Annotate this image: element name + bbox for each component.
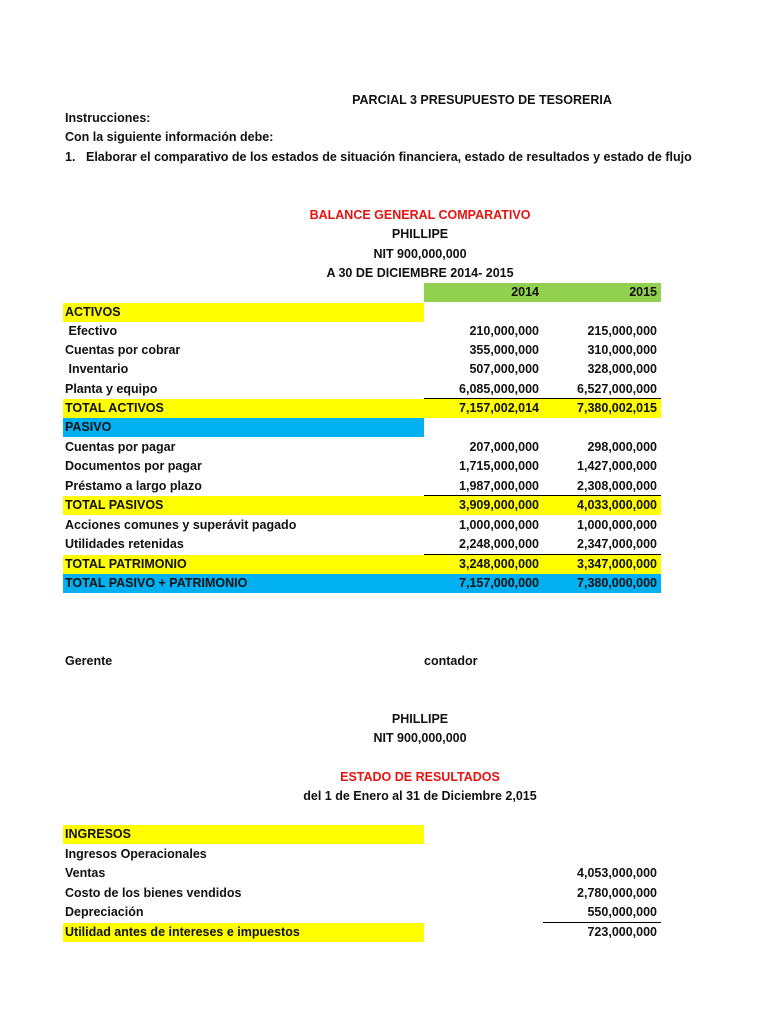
value-2015: 328,000,000 xyxy=(587,362,657,376)
ingresos-header xyxy=(63,825,661,844)
pasivo-label: PASIVO xyxy=(65,420,112,434)
row-value: 2,780,000,000 xyxy=(577,886,657,900)
value-2015: 215,000,000 xyxy=(587,324,657,338)
ingresos-operacionales-row xyxy=(63,845,661,864)
table-row xyxy=(63,360,661,379)
value-2014: 207,000,000 xyxy=(469,440,539,454)
table-row xyxy=(63,477,661,496)
table-row xyxy=(63,438,661,457)
value-2014: 1,987,000,000 xyxy=(459,479,539,493)
balance-company: PHILLIPE xyxy=(391,227,449,241)
row-label: Cuentas por cobrar xyxy=(65,343,181,357)
table-row xyxy=(63,535,661,554)
table-row xyxy=(63,457,661,476)
table-row xyxy=(63,380,661,399)
value-2014: 7,157,002,014 xyxy=(459,401,539,415)
value-2014: 7,157,000,000 xyxy=(459,576,539,590)
value-2014: 355,000,000 xyxy=(469,343,539,357)
instruction-1-number: 1. xyxy=(65,150,76,164)
value-2014: 1,000,000,000 xyxy=(459,518,539,532)
instruction-1-text: Elaborar el comparativo de los estados de situación financiera, estado de resultados y estado de flujo xyxy=(86,150,692,164)
row-label: TOTAL PATRIMONIO xyxy=(65,557,187,571)
activos-header xyxy=(63,303,661,322)
table-row xyxy=(63,884,661,903)
resultados-company: PHILLIPE xyxy=(391,712,449,726)
value-2014: 3,248,000,000 xyxy=(459,557,539,571)
uaii-row xyxy=(63,923,661,942)
balance-title: BALANCE GENERAL COMPARATIVO xyxy=(309,208,531,222)
page-title: PARCIAL 3 PRESUPUESTO DE TESORERIA xyxy=(352,93,612,107)
row-label: TOTAL ACTIVOS xyxy=(65,401,164,415)
row-value: 4,053,000,000 xyxy=(577,866,657,880)
signature-contador: contador xyxy=(424,654,478,668)
row-label: TOTAL PASIVO + PATRIMONIO xyxy=(65,576,248,590)
row-label: Inventario xyxy=(65,362,129,376)
balance-nit: NIT 900,000,000 xyxy=(373,247,467,261)
year-2015: 2015 xyxy=(629,285,657,299)
value-2015: 2,308,000,000 xyxy=(577,479,657,493)
table-row xyxy=(63,322,661,341)
table-row xyxy=(63,903,661,922)
row-value: 550,000,000 xyxy=(587,905,657,919)
total-pasivo-patrimonio-row xyxy=(63,574,661,593)
value-2015: 1,000,000,000 xyxy=(577,518,657,532)
value-2014: 210,000,000 xyxy=(469,324,539,338)
total-pasivos-row xyxy=(63,496,661,515)
signature-gerente: Gerente xyxy=(65,654,113,668)
row-label: Utilidades retenidas xyxy=(65,537,184,551)
ingresos-label: INGRESOS xyxy=(65,827,131,841)
value-2015: 1,427,000,000 xyxy=(577,459,657,473)
value-2014: 3,909,000,000 xyxy=(459,498,539,512)
resultados-nit: NIT 900,000,000 xyxy=(373,731,467,745)
row-value: 723,000,000 xyxy=(587,925,657,939)
row-label: Documentos por pagar xyxy=(65,459,202,473)
year-header-row xyxy=(63,283,661,302)
row-label: TOTAL PASIVOS xyxy=(65,498,164,512)
value-2015: 7,380,002,015 xyxy=(577,401,657,415)
balance-date: A 30 DE DICIEMBRE 2014- 2015 xyxy=(326,266,514,280)
value-2015: 298,000,000 xyxy=(587,440,657,454)
value-2015: 2,347,000,000 xyxy=(577,537,657,551)
value-2015: 3,347,000,000 xyxy=(577,557,657,571)
row-label: Ingresos Operacionales xyxy=(65,847,207,861)
pasivo-header xyxy=(63,418,661,437)
value-2014: 2,248,000,000 xyxy=(459,537,539,551)
instructions-intro: Con la siguiente información debe: xyxy=(65,130,274,144)
row-label: Utilidad antes de intereses e impuestos xyxy=(65,925,300,939)
value-2015: 6,527,000,000 xyxy=(577,382,657,396)
row-label: Depreciación xyxy=(65,905,144,919)
row-label: Acciones comunes y superávit pagado xyxy=(65,518,297,532)
resultados-title: ESTADO DE RESULTADOS xyxy=(340,770,500,784)
row-label: Costo de los bienes vendidos xyxy=(65,886,242,900)
year-2014: 2014 xyxy=(511,285,539,299)
table-row xyxy=(63,341,661,360)
value-2014: 507,000,000 xyxy=(469,362,539,376)
table-row xyxy=(63,864,661,883)
value-2015: 310,000,000 xyxy=(587,343,657,357)
value-2014: 1,715,000,000 xyxy=(459,459,539,473)
table-row xyxy=(63,516,661,535)
row-label: Ventas xyxy=(65,866,106,880)
total-activos-row xyxy=(63,399,661,418)
instructions-label: Instrucciones: xyxy=(65,111,151,125)
row-label: Cuentas por pagar xyxy=(65,440,176,454)
resultados-period: del 1 de Enero al 31 de Diciembre 2,015 xyxy=(303,789,537,803)
total-patrimonio-row xyxy=(63,555,661,574)
value-2015: 4,033,000,000 xyxy=(577,498,657,512)
row-label: Planta y equipo xyxy=(65,382,158,396)
value-2014: 6,085,000,000 xyxy=(459,382,539,396)
row-label: Préstamo a largo plazo xyxy=(65,479,202,493)
value-2015: 7,380,000,000 xyxy=(577,576,657,590)
activos-label: ACTIVOS xyxy=(65,305,121,319)
row-label: Efectivo xyxy=(65,324,118,338)
